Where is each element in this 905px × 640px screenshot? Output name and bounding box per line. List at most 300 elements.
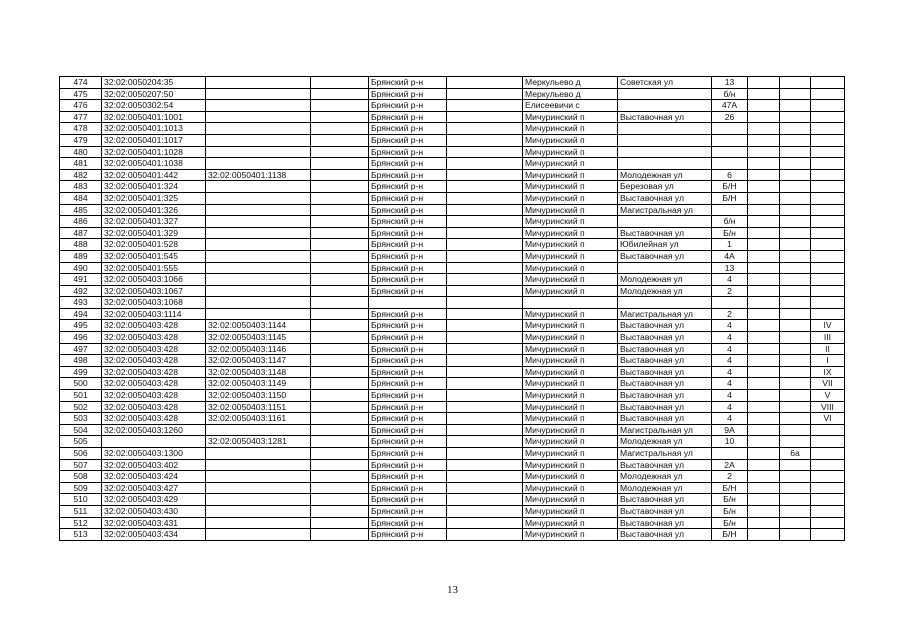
cell-room [811,123,845,135]
cell-house: 2 [712,471,748,483]
cell-street: Выставочная ул [618,378,712,390]
cell-related-cadastral-number: 32:02:0050403:1147 [206,355,311,367]
cell-row-number: 481 [60,158,102,170]
cell-house: 13 [712,77,748,89]
cell-street: Магистральная ул [618,204,712,216]
cell-street: Выставочная ул [618,505,712,517]
cell-building [780,250,811,262]
registry-table [59,76,845,541]
cell-cadastral-number: 32:02:0050403:428 [102,413,206,425]
cell-house [712,146,748,158]
cell-cadastral-number: 32:02:0050403:428 [102,378,206,390]
cell-room [811,111,845,123]
cell-empty [311,216,369,228]
cell-cadastral-number: 32:02:0050401:1017 [102,134,206,146]
cell-cadastral-number: 32:02:0050403:428 [102,343,206,355]
cell-settlement: Мичуринский п [523,436,618,448]
cell-row-number: 497 [60,343,102,355]
cell-settlement: Мичуринский п [523,494,618,506]
cell-district: Брянский р-н [369,169,447,181]
cell-building [780,529,811,541]
cell-cadastral-number: 32:02:0050403:428 [102,366,206,378]
cell-empty [311,250,369,262]
cell-settlement: Елисеевичи с [523,100,618,112]
cell-row-number: 492 [60,285,102,297]
cell-building [780,505,811,517]
cell-empty [311,308,369,320]
cell-settlement: Меркульево д [523,88,618,100]
cell-cadastral-number: 32:02:0050204:35 [102,77,206,89]
cell-room: V [811,390,845,402]
cell-settlement: Мичуринский п [523,239,618,251]
cell-house: 4А [712,250,748,262]
cell-settlement: Мичуринский п [523,366,618,378]
cell-building [780,355,811,367]
cell-building [780,343,811,355]
cell-settlement: Мичуринский п [523,204,618,216]
cell-room [811,274,845,286]
cell-house: 4 [712,320,748,332]
cell-house [712,158,748,170]
cell-room [811,471,845,483]
cell-cadastral-number: 32:02:0050401:1013 [102,123,206,135]
table-row [60,517,845,529]
cell-district: Брянский р-н [369,517,447,529]
cell-district: Брянский р-н [369,285,447,297]
cell-related-cadastral-number [206,204,311,216]
cell-cadastral-number: 32:02:0050401:555 [102,262,206,274]
cell-settlement: Мичуринский п [523,332,618,344]
cell-building [780,216,811,228]
cell-empty [447,378,523,390]
cell-street [618,100,712,112]
cell-house: Б/Н [712,192,748,204]
cell-cadastral-number [102,436,206,448]
cell-house [712,123,748,135]
cell-building [780,262,811,274]
cell-street: Выставочная ул [618,517,712,529]
cell-house [712,448,748,460]
cell-empty [311,448,369,460]
cell-row-number: 511 [60,505,102,517]
cell-empty [311,459,369,471]
cell-empty [311,239,369,251]
cell-empty [748,77,780,89]
table-row [60,100,845,112]
cell-street: Выставочная ул [618,366,712,378]
cell-related-cadastral-number [206,308,311,320]
cell-room [811,158,845,170]
cell-district: Брянский р-н [369,274,447,286]
cell-row-number: 477 [60,111,102,123]
cell-cadastral-number: 32:02:0050403:430 [102,505,206,517]
table-row [60,436,845,448]
cell-room [811,262,845,274]
cell-building [780,332,811,344]
cell-house: 1 [712,239,748,251]
cell-empty [748,169,780,181]
cell-street: Выставочная ул [618,250,712,262]
cell-building [780,494,811,506]
cell-building [780,181,811,193]
cell-settlement: Мичуринский п [523,320,618,332]
table-row [60,413,845,425]
cell-cadastral-number: 32:02:0050401:1001 [102,111,206,123]
cell-cadastral-number: 32:02:0050403:424 [102,471,206,483]
cell-street: Молодежная ул [618,471,712,483]
cell-related-cadastral-number: 32:02:0050403:1150 [206,390,311,402]
table-row [60,401,845,413]
cell-room [811,77,845,89]
cell-empty [311,169,369,181]
cell-street: Молодежная ул [618,285,712,297]
cell-cadastral-number: 32:02:0050401:528 [102,239,206,251]
cell-settlement: Мичуринский п [523,343,618,355]
cell-room [811,517,845,529]
cell-district: Брянский р-н [369,355,447,367]
cell-house: 2 [712,308,748,320]
cell-cadastral-number: 32:02:0050403:428 [102,332,206,344]
table-row [60,448,845,460]
page-number: 13 [447,584,458,596]
cell-related-cadastral-number: 32:02:0050403:1281 [206,436,311,448]
cell-house: Б/н [712,494,748,506]
cell-street: Выставочная ул [618,355,712,367]
cell-building [780,158,811,170]
cell-street [618,146,712,158]
cell-row-number: 509 [60,482,102,494]
cell-row-number: 499 [60,366,102,378]
cell-row-number: 485 [60,204,102,216]
table-row [60,146,845,158]
cell-empty [447,204,523,216]
cell-building [780,471,811,483]
cell-street [618,216,712,228]
table-row [60,471,845,483]
table-row [60,285,845,297]
table-row [60,250,845,262]
cell-settlement: Мичуринский п [523,123,618,135]
cell-empty [748,332,780,344]
cell-street [618,158,712,170]
cell-row-number: 510 [60,494,102,506]
cell-district: Брянский р-н [369,378,447,390]
cell-building [780,88,811,100]
cell-district: Брянский р-н [369,390,447,402]
cell-house: 4 [712,343,748,355]
cell-empty [748,181,780,193]
cell-empty [311,88,369,100]
table-row [60,181,845,193]
cell-empty [748,343,780,355]
cell-cadastral-number: 32:02:0050403:1068 [102,297,206,309]
table-row [60,390,845,402]
cell-related-cadastral-number: 32:02:0050403:1146 [206,343,311,355]
cell-empty [748,123,780,135]
cell-district: Брянский р-н [369,134,447,146]
cell-street [618,88,712,100]
registry-rows [60,77,845,541]
table-row [60,482,845,494]
cell-related-cadastral-number [206,146,311,158]
cell-related-cadastral-number: 32:02:0050403:1145 [206,332,311,344]
cell-empty [311,355,369,367]
cell-building [780,297,811,309]
cell-related-cadastral-number [206,448,311,460]
cell-room: I [811,355,845,367]
table-row [60,227,845,239]
cell-room [811,494,845,506]
cell-row-number: 504 [60,424,102,436]
cell-empty [447,413,523,425]
cell-settlement: Мичуринский п [523,169,618,181]
cell-district: Брянский р-н [369,401,447,413]
cell-empty [748,494,780,506]
cell-street: Молодежная ул [618,436,712,448]
cell-related-cadastral-number [206,239,311,251]
cell-empty [748,204,780,216]
cell-district: Брянский р-н [369,100,447,112]
cell-street: Выставочная ул [618,459,712,471]
cell-empty [447,424,523,436]
cell-district: Брянский р-н [369,459,447,471]
cell-settlement: Мичуринский п [523,250,618,262]
cell-related-cadastral-number [206,529,311,541]
cell-empty [311,413,369,425]
cell-row-number: 490 [60,262,102,274]
cell-cadastral-number: 32:02:0050403:428 [102,320,206,332]
cell-empty [447,505,523,517]
cell-empty [311,134,369,146]
cell-building [780,111,811,123]
cell-room [811,204,845,216]
cell-building [780,436,811,448]
table-row [60,77,845,89]
cell-empty [447,320,523,332]
cell-building [780,77,811,89]
cell-related-cadastral-number [206,285,311,297]
cell-room [811,169,845,181]
cell-district: Брянский р-н [369,239,447,251]
cell-empty [447,448,523,460]
table-row [60,308,845,320]
cell-related-cadastral-number [206,482,311,494]
cell-house: 4 [712,366,748,378]
cell-district: Брянский р-н [369,529,447,541]
cell-house: 6 [712,169,748,181]
cell-settlement: Мичуринский п [523,355,618,367]
cell-empty [447,134,523,146]
cell-cadastral-number: 32:02:0050401:442 [102,169,206,181]
cell-settlement: Мичуринский п [523,424,618,436]
cell-street: Выставочная ул [618,332,712,344]
cell-settlement: Мичуринский п [523,134,618,146]
cell-building [780,424,811,436]
cell-district: Брянский р-н [369,123,447,135]
cell-empty [311,146,369,158]
cell-street: Молодежная ул [618,482,712,494]
cell-room [811,482,845,494]
cell-district: Брянский р-н [369,111,447,123]
cell-empty [748,297,780,309]
cell-room: VIII [811,401,845,413]
cell-row-number: 495 [60,320,102,332]
cell-room: VII [811,378,845,390]
cell-empty [447,332,523,344]
cell-cadastral-number: 32:02:0050401:1038 [102,158,206,170]
cell-row-number: 493 [60,297,102,309]
cell-empty [447,343,523,355]
cell-building [780,517,811,529]
cell-row-number: 487 [60,227,102,239]
cell-settlement: Мичуринский п [523,459,618,471]
cell-district: Брянский р-н [369,320,447,332]
cell-house: Б/н [712,517,748,529]
cell-cadastral-number: 32:02:0050401:324 [102,181,206,193]
cell-related-cadastral-number [206,262,311,274]
cell-empty [311,529,369,541]
table-row [60,192,845,204]
cell-empty [447,158,523,170]
cell-row-number: 491 [60,274,102,286]
cell-cadastral-number: 32:02:0050401:545 [102,250,206,262]
cell-row-number: 474 [60,77,102,89]
cell-street: Выставочная ул [618,529,712,541]
cell-room [811,181,845,193]
cell-row-number: 506 [60,448,102,460]
cell-settlement: Мичуринский п [523,262,618,274]
cell-room [811,88,845,100]
table-row [60,158,845,170]
cell-empty [311,424,369,436]
cell-empty [311,390,369,402]
cell-district: Брянский р-н [369,505,447,517]
cell-empty [748,413,780,425]
cell-empty [748,134,780,146]
cell-empty [311,366,369,378]
cell-street: Молодежная ул [618,274,712,286]
cell-empty [748,111,780,123]
cell-house: Б/Н [712,529,748,541]
cell-cadastral-number: 32:02:0050403:1067 [102,285,206,297]
cell-empty [447,529,523,541]
cell-settlement: Мичуринский п [523,390,618,402]
cell-related-cadastral-number: 32:02:0050401:1138 [206,169,311,181]
cell-room [811,250,845,262]
cell-building [780,204,811,216]
cell-street [618,262,712,274]
cell-building [780,308,811,320]
cell-empty [311,482,369,494]
cell-empty [748,471,780,483]
cell-settlement: Мичуринский п [523,146,618,158]
cell-house: Б/Н [712,181,748,193]
cell-building [780,100,811,112]
cell-empty [447,146,523,158]
cell-empty [748,88,780,100]
table-row [60,262,845,274]
cell-empty [748,459,780,471]
cell-district: Брянский р-н [369,436,447,448]
cell-related-cadastral-number [206,297,311,309]
cell-district: Брянский р-н [369,366,447,378]
cell-empty [311,343,369,355]
cell-empty [311,378,369,390]
cell-district: Брянский р-н [369,448,447,460]
cell-cadastral-number: 32:02:0050403:428 [102,390,206,402]
cell-district: Брянский р-н [369,181,447,193]
table-row [60,216,845,228]
table-row [60,111,845,123]
cell-related-cadastral-number: 32:02:0050403:1151 [206,401,311,413]
cell-house: 4 [712,413,748,425]
cell-house: 47А [712,100,748,112]
cell-empty [447,123,523,135]
cell-cadastral-number: 32:02:0050403:428 [102,355,206,367]
cell-empty [447,436,523,448]
cell-settlement: Мичуринский п [523,274,618,286]
cell-room [811,448,845,460]
cell-empty [748,366,780,378]
cell-row-number: 476 [60,100,102,112]
cell-empty [748,239,780,251]
table-row [60,123,845,135]
cell-empty [447,216,523,228]
cell-empty [311,262,369,274]
cell-empty [748,285,780,297]
cell-building [780,413,811,425]
cell-empty [748,355,780,367]
cell-room: VI [811,413,845,425]
cell-house [712,134,748,146]
cell-related-cadastral-number [206,494,311,506]
cell-related-cadastral-number [206,77,311,89]
cell-related-cadastral-number: 32:02:0050403:1144 [206,320,311,332]
cell-cadastral-number: 32:02:0050403:1260 [102,424,206,436]
cell-empty [748,517,780,529]
cell-room [811,239,845,251]
cell-house: 2А [712,459,748,471]
cell-district [369,297,447,309]
cell-empty [748,158,780,170]
cell-empty [447,77,523,89]
cell-empty [311,77,369,89]
table-row [60,239,845,251]
cell-cadastral-number: 32:02:0050403:402 [102,459,206,471]
cell-street [618,134,712,146]
cell-settlement: Мичуринский п [523,448,618,460]
table-row [60,274,845,286]
cell-street: Выставочная ул [618,227,712,239]
cell-related-cadastral-number [206,134,311,146]
cell-related-cadastral-number: 32:02:0050403:1149 [206,378,311,390]
cell-settlement: Мичуринский п [523,285,618,297]
cell-related-cadastral-number [206,192,311,204]
table-row [60,88,845,100]
cell-row-number: 503 [60,413,102,425]
cell-related-cadastral-number [206,471,311,483]
cell-room [811,459,845,471]
table-row [60,134,845,146]
cell-settlement: Мичуринский п [523,529,618,541]
cell-street: Выставочная ул [618,192,712,204]
cell-house [712,297,748,309]
cell-district: Брянский р-н [369,250,447,262]
cell-row-number: 505 [60,436,102,448]
cell-cadastral-number: 32:02:0050403:1300 [102,448,206,460]
cell-street: Выставочная ул [618,413,712,425]
cell-empty [447,390,523,402]
